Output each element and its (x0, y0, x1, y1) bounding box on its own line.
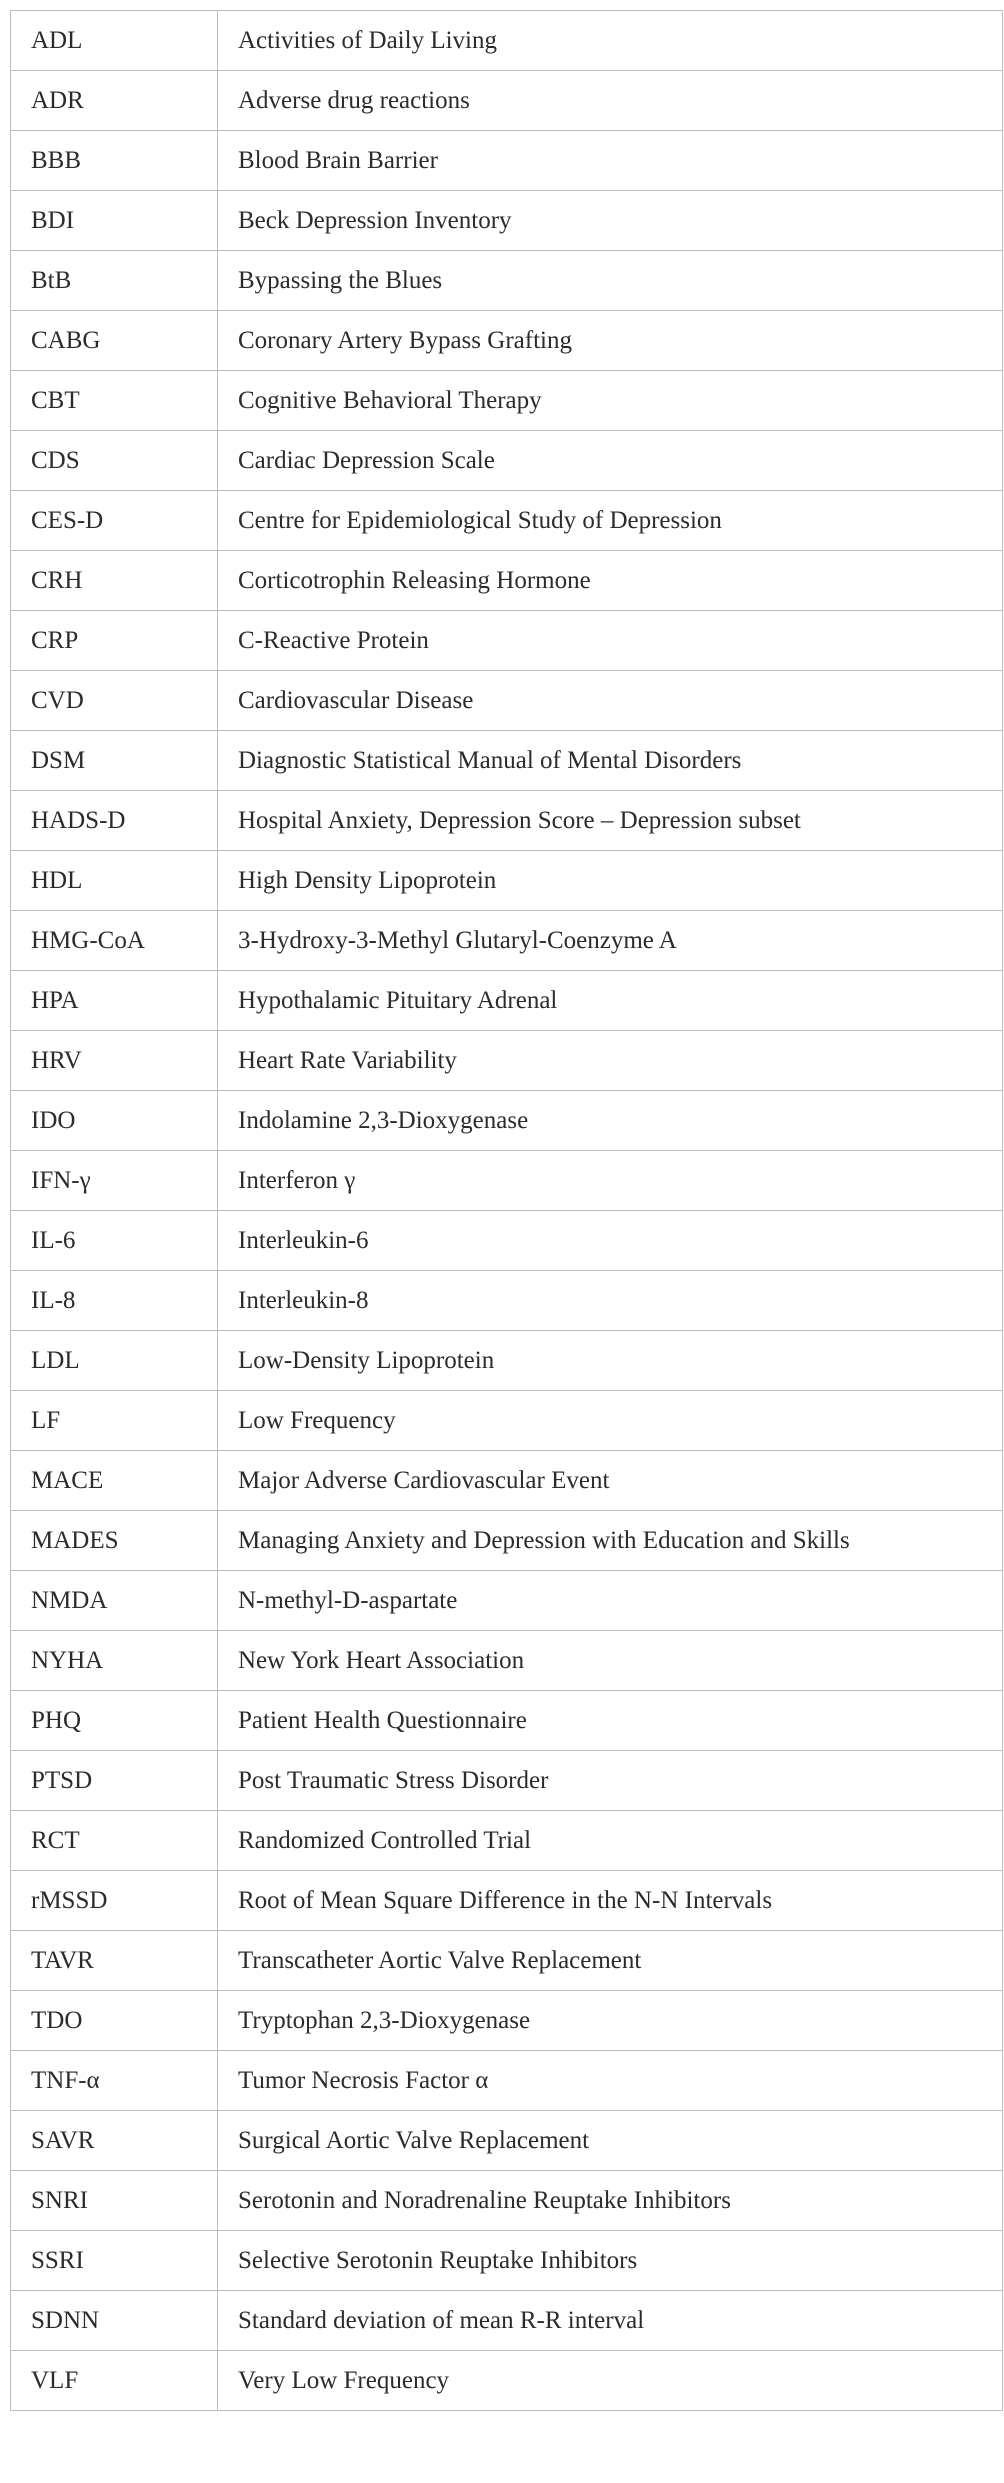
table-row (11, 1391, 1003, 1451)
definition-cell: Selective Serotonin Reuptake Inhibitors (218, 2231, 1003, 2291)
table-row (11, 491, 1003, 551)
table-row (11, 131, 1003, 191)
table-row (11, 1151, 1003, 1211)
table-row (11, 11, 1003, 71)
table-row (11, 1571, 1003, 1631)
abbreviation-cell: NMDA (11, 1571, 218, 1631)
definition-cell: Serotonin and Noradrenaline Reuptake Inhibitors (218, 2171, 1003, 2231)
abbreviation-cell: SDNN (11, 2291, 218, 2351)
table-row (11, 1751, 1003, 1811)
table-row (11, 1691, 1003, 1751)
definition-cell: Hypothalamic Pituitary Adrenal (218, 971, 1003, 1031)
definition-cell: Major Adverse Cardiovascular Event (218, 1451, 1003, 1511)
definition-cell: N-methyl-D-aspartate (218, 1571, 1003, 1631)
abbreviation-cell: BDI (11, 191, 218, 251)
definition-cell: Tryptophan 2,3-Dioxygenase (218, 1991, 1003, 2051)
abbreviation-cell: SAVR (11, 2111, 218, 2171)
abbreviation-cell: CBT (11, 371, 218, 431)
abbreviation-cell: PTSD (11, 1751, 218, 1811)
abbreviation-cell: IDO (11, 1091, 218, 1151)
table-row (11, 1091, 1003, 1151)
abbreviation-cell: TAVR (11, 1931, 218, 1991)
definition-cell: New York Heart Association (218, 1631, 1003, 1691)
abbreviation-cell: TNF-α (11, 2051, 218, 2111)
definition-cell: C-Reactive Protein (218, 611, 1003, 671)
table-row (11, 1991, 1003, 2051)
table-row (11, 791, 1003, 851)
table-row (11, 1811, 1003, 1871)
table-row (11, 1031, 1003, 1091)
definition-cell: Very Low Frequency (218, 2351, 1003, 2411)
definition-cell: Beck Depression Inventory (218, 191, 1003, 251)
definition-cell: Interferon γ (218, 1151, 1003, 1211)
definition-cell: Transcatheter Aortic Valve Replacement (218, 1931, 1003, 1991)
definition-cell: Tumor Necrosis Factor α (218, 2051, 1003, 2111)
definition-cell: Randomized Controlled Trial (218, 1811, 1003, 1871)
definition-cell: Heart Rate Variability (218, 1031, 1003, 1091)
abbreviation-cell: HDL (11, 851, 218, 911)
definition-cell: Blood Brain Barrier (218, 131, 1003, 191)
abbreviation-cell: TDO (11, 1991, 218, 2051)
table-row (11, 1211, 1003, 1271)
table-row (11, 1451, 1003, 1511)
table-row (11, 2171, 1003, 2231)
table-row (11, 2111, 1003, 2171)
table-row (11, 851, 1003, 911)
definition-cell: 3-Hydroxy-3-Methyl Glutaryl-Coenzyme A (218, 911, 1003, 971)
abbreviation-cell: RCT (11, 1811, 218, 1871)
abbreviation-cell: IFN-γ (11, 1151, 218, 1211)
abbreviation-cell: IL-8 (11, 1271, 218, 1331)
abbreviation-cell: HADS-D (11, 791, 218, 851)
definition-cell: Patient Health Questionnaire (218, 1691, 1003, 1751)
table-row (11, 431, 1003, 491)
abbreviation-cell: VLF (11, 2351, 218, 2411)
table-row (11, 1271, 1003, 1331)
table-row (11, 1331, 1003, 1391)
abbreviation-cell: CABG (11, 311, 218, 371)
table-row (11, 2351, 1003, 2411)
abbreviation-cell: DSM (11, 731, 218, 791)
table-row (11, 1631, 1003, 1691)
definition-cell: Cognitive Behavioral Therapy (218, 371, 1003, 431)
abbreviation-cell: rMSSD (11, 1871, 218, 1931)
definition-cell: Coronary Artery Bypass Grafting (218, 311, 1003, 371)
abbreviation-cell: LDL (11, 1331, 218, 1391)
table-row (11, 1871, 1003, 1931)
definition-cell: Interleukin-8 (218, 1271, 1003, 1331)
definition-cell: Standard deviation of mean R-R interval (218, 2291, 1003, 2351)
abbreviation-cell: BBB (11, 131, 218, 191)
table-row (11, 251, 1003, 311)
table-row (11, 731, 1003, 791)
abbreviation-cell: PHQ (11, 1691, 218, 1751)
abbreviation-cell: IL-6 (11, 1211, 218, 1271)
table-row (11, 1511, 1003, 1571)
table-row (11, 911, 1003, 971)
abbreviation-cell: ADL (11, 11, 218, 71)
table-row (11, 971, 1003, 1031)
table-row (11, 1931, 1003, 1991)
definition-cell: High Density Lipoprotein (218, 851, 1003, 911)
abbreviation-cell: CVD (11, 671, 218, 731)
abbreviation-cell: SSRI (11, 2231, 218, 2291)
definition-cell: Surgical Aortic Valve Replacement (218, 2111, 1003, 2171)
definition-cell: Indolamine 2,3-Dioxygenase (218, 1091, 1003, 1151)
abbreviation-cell: HRV (11, 1031, 218, 1091)
definition-cell: Activities of Daily Living (218, 11, 1003, 71)
abbreviation-cell: MADES (11, 1511, 218, 1571)
abbreviation-cell: CES-D (11, 491, 218, 551)
definition-cell: Cardiovascular Disease (218, 671, 1003, 731)
abbreviation-cell: BtB (11, 251, 218, 311)
definition-cell: Corticotrophin Releasing Hormone (218, 551, 1003, 611)
definition-cell: Post Traumatic Stress Disorder (218, 1751, 1003, 1811)
table-row (11, 371, 1003, 431)
table-row (11, 311, 1003, 371)
definition-cell: Low-Density Lipoprotein (218, 1331, 1003, 1391)
table-row (11, 71, 1003, 131)
table-row (11, 551, 1003, 611)
abbreviation-cell: SNRI (11, 2171, 218, 2231)
table-row (11, 191, 1003, 251)
abbreviation-cell: LF (11, 1391, 218, 1451)
table-row (11, 611, 1003, 671)
definition-cell: Root of Mean Square Difference in the N-N Intervals (218, 1871, 1003, 1931)
definition-cell: Cardiac Depression Scale (218, 431, 1003, 491)
table-row (11, 2291, 1003, 2351)
definition-cell: Adverse drug reactions (218, 71, 1003, 131)
definition-cell: Centre for Epidemiological Study of Depression (218, 491, 1003, 551)
abbreviation-cell: NYHA (11, 1631, 218, 1691)
table-row (11, 671, 1003, 731)
definition-cell: Interleukin-6 (218, 1211, 1003, 1271)
abbreviation-cell: CRH (11, 551, 218, 611)
definition-cell: Hospital Anxiety, Depression Score – Depression subset (218, 791, 1003, 851)
abbreviations-table (10, 10, 1003, 2411)
abbreviation-cell: MACE (11, 1451, 218, 1511)
table-row (11, 2051, 1003, 2111)
definition-cell: Managing Anxiety and Depression with Education and Skills (218, 1511, 1003, 1571)
abbreviation-cell: HMG-CoA (11, 911, 218, 971)
abbreviation-cell: CDS (11, 431, 218, 491)
definition-cell: Low Frequency (218, 1391, 1003, 1451)
abbreviation-cell: HPA (11, 971, 218, 1031)
abbreviations-table-body (11, 11, 1003, 2411)
abbreviation-cell: ADR (11, 71, 218, 131)
table-row (11, 2231, 1003, 2291)
definition-cell: Bypassing the Blues (218, 251, 1003, 311)
abbreviation-cell: CRP (11, 611, 218, 671)
definition-cell: Diagnostic Statistical Manual of Mental Disorders (218, 731, 1003, 791)
